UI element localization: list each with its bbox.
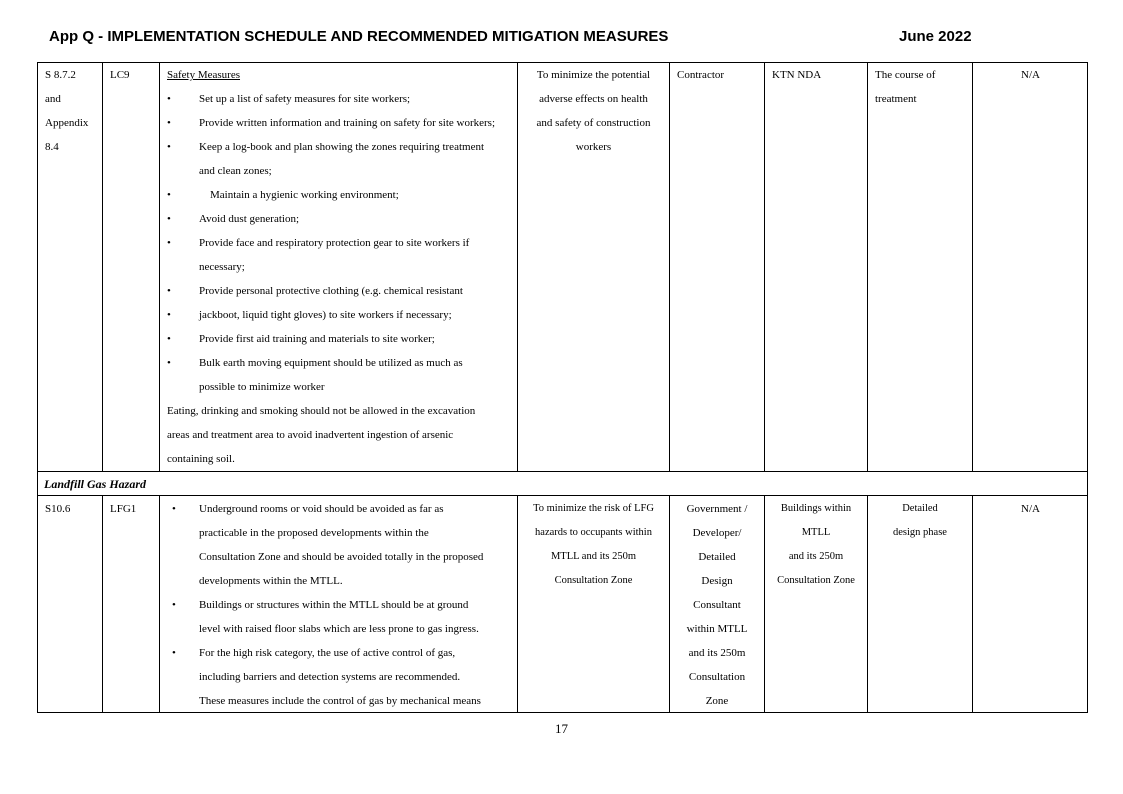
implementation-agent-line: Government / <box>686 503 748 515</box>
column-divider <box>102 63 103 472</box>
objective-line: Consultation Zone <box>554 575 633 586</box>
implementation-agent-line: Design <box>701 575 733 587</box>
objective-line: workers <box>575 141 612 153</box>
row-divider <box>38 495 1087 496</box>
implementation-agent-line: and its 250m <box>688 647 746 659</box>
implementation-agent-line: Detailed <box>698 551 736 563</box>
implementation-agent-line: Zone <box>705 695 729 707</box>
requirements-cell <box>973 497 1088 521</box>
bullet-icon: • <box>167 285 171 297</box>
bullet-continuation: and clean zones; <box>199 165 272 177</box>
bullet-icon: • <box>167 189 171 201</box>
bullet-continuation: necessary; <box>199 261 245 273</box>
bullet-item: • jackboot, liquid tight gloves) to site workers if necessary; <box>167 303 515 327</box>
objective-cell <box>518 63 669 159</box>
bullet-continuation: possible to minimize worker <box>199 381 325 393</box>
bullet-icon: • <box>172 503 176 515</box>
column-divider <box>669 63 670 472</box>
location-line: Consultation Zone <box>777 575 855 586</box>
measures-paragraph-line: containing soil. <box>167 453 235 465</box>
objective-line: To minimize the potential <box>536 69 651 81</box>
bullet-continuation: practicable in the proposed developments within the <box>199 527 429 539</box>
bullet-continuation: level with raised floor slabs which are less prone to gas ingress. <box>199 623 479 635</box>
reference-line: Appendix <box>45 117 89 129</box>
bullet-icon: • <box>167 309 171 321</box>
column-divider <box>159 496 160 713</box>
bullet-icon: • <box>167 333 171 345</box>
bullet-continuation: developments within the MTLL. <box>199 575 343 587</box>
bullet-item: • Keep a log-book and plan showing the zones requiring treatment <box>167 135 515 159</box>
measures-paragraph-line: areas and treatment area to avoid inadvertent ingestion of arsenic <box>167 429 454 441</box>
bullet-item: • Provide personal protective clothing (e.g. chemical resistant <box>167 279 515 303</box>
measures-heading: Safety Measures <box>167 69 241 81</box>
implementation-schedule-table <box>37 62 1088 713</box>
bullet-item: • Bulk earth moving equipment should be utilized as much as <box>167 351 515 375</box>
objective-line: MTLL and its 250m <box>550 551 637 562</box>
measure-code-cell <box>110 497 158 521</box>
implementation-agent: Contractor <box>677 69 725 81</box>
objective-line: hazards to occupants within <box>535 527 652 538</box>
implementation-agent-line: Consultant <box>693 599 741 611</box>
timing-line: The course of <box>875 69 936 81</box>
column-divider <box>764 63 765 472</box>
bullet-item: • Maintain a hygienic working environment; <box>167 183 515 207</box>
location-cell <box>765 497 867 593</box>
row-divider <box>38 471 1087 472</box>
measures-paragraph-line: Eating, drinking and smoking should not be allowed in the excavation <box>167 405 476 417</box>
measure-code-cell <box>110 63 158 87</box>
bullet-icon: • <box>167 213 171 225</box>
timing-line: design phase <box>893 527 947 538</box>
measure-code: LC9 <box>110 69 130 81</box>
page-number: 17 <box>555 721 568 736</box>
bullet-item: • Underground rooms or void should be avoided as far as <box>167 497 515 521</box>
bullet-item: • Avoid dust generation; <box>167 207 515 231</box>
bullet-icon: • <box>172 647 176 659</box>
implementation-agent-line: Consultation <box>688 671 746 683</box>
requirements: N/A <box>1021 69 1040 81</box>
location-line: Buildings within <box>780 503 852 514</box>
reference-cell <box>45 63 101 159</box>
reference-line: 8.4 <box>45 141 59 153</box>
location-cell <box>772 63 866 87</box>
requirements-cell <box>973 63 1088 87</box>
bullet-continuation: including barriers and detection systems are recommended. <box>199 671 461 683</box>
reference-line: S10.6 <box>45 503 71 515</box>
implementation-agent-cell <box>670 497 764 713</box>
bullet-icon: • <box>167 141 171 153</box>
implementation-agent-line: within MTLL <box>686 623 748 635</box>
location: KTN NDA <box>772 69 822 81</box>
column-divider <box>972 63 973 472</box>
bullet-icon: • <box>167 93 171 105</box>
mitigation-measures-cell <box>167 497 515 713</box>
reference-line: S 8.7.2 <box>45 69 76 81</box>
bullet-item: • For the high risk category, the use of active control of gas, <box>167 641 515 665</box>
mitigation-measures-cell <box>167 63 515 471</box>
objective-cell <box>518 497 669 593</box>
location-line: MTLL <box>801 527 831 538</box>
page-header-title: App Q - IMPLEMENTATION SCHEDULE AND RECOMMENDED MITIGATION MEASURES <box>49 28 669 45</box>
location-line: and its 250m <box>788 551 844 562</box>
timing-cell <box>875 63 971 111</box>
bullet-item: • Provide written information and training on safety for site workers; <box>167 111 515 135</box>
objective-line: and safety of construction <box>536 117 651 129</box>
bullet-continuation: These measures include the control of gas by mechanical means <box>199 695 481 707</box>
page-header-date: June 2022 <box>899 28 972 45</box>
timing-line: treatment <box>875 93 917 105</box>
bullet-item: • Set up a list of safety measures for site workers; <box>167 87 515 111</box>
timing-line: Detailed <box>902 503 938 514</box>
objective-line: adverse effects on health <box>539 93 648 105</box>
objective-line: To minimize the risk of LFG <box>533 503 654 514</box>
column-divider <box>972 496 973 713</box>
bullet-icon: • <box>167 357 171 369</box>
bullet-icon: • <box>172 599 176 611</box>
column-divider <box>102 496 103 713</box>
column-divider <box>159 63 160 472</box>
bullet-item: • Provide face and respiratory protection gear to site workers if <box>167 231 515 255</box>
bullet-icon: • <box>167 117 171 129</box>
section-label: Landfill Gas Hazard <box>44 477 147 491</box>
measure-code: LFG1 <box>110 503 137 515</box>
implementation-agent-cell <box>677 63 763 87</box>
implementation-agent-line: Developer/ <box>692 527 742 539</box>
reference-line: and <box>45 93 61 105</box>
bullet-item: • Provide first aid training and materials to site worker; <box>167 327 515 351</box>
requirements: N/A <box>1021 503 1040 515</box>
bullet-item: • Buildings or structures within the MTLL should be at ground <box>167 593 515 617</box>
column-divider <box>867 63 868 472</box>
reference-cell <box>45 497 101 521</box>
bullet-continuation: Consultation Zone and should be avoided totally in the proposed <box>199 551 484 563</box>
bullet-icon: • <box>167 237 171 249</box>
timing-cell <box>868 497 972 545</box>
